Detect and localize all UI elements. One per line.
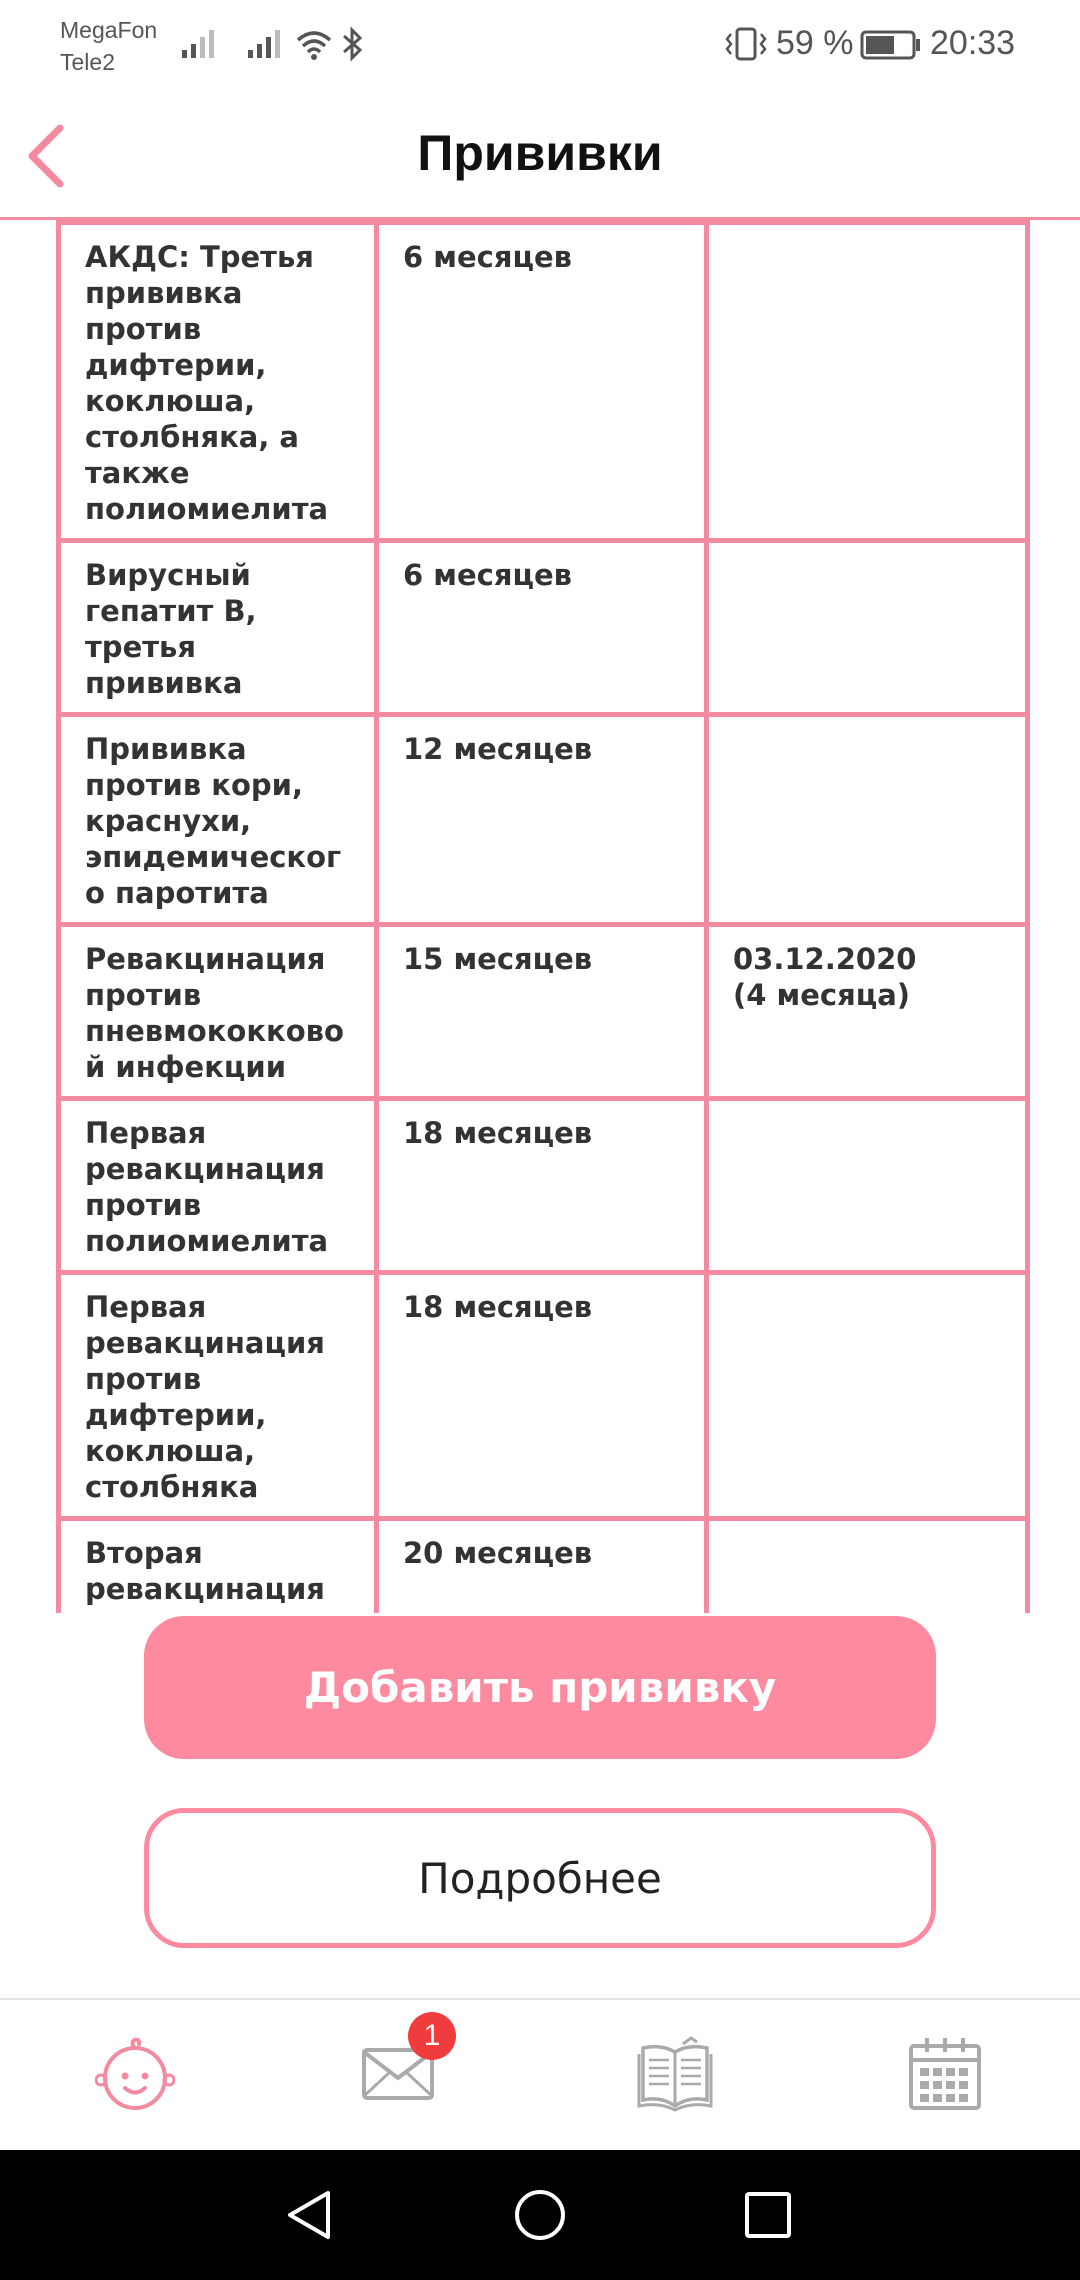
vaccine-name-cell: Вторая ревакцинация	[59, 1519, 377, 1614]
battery-percent: 59 %	[776, 24, 854, 62]
date-age-note: (4 месяца)	[733, 978, 911, 1012]
table-row[interactable]	[59, 1099, 1028, 1273]
battery-icon	[860, 30, 922, 60]
vaccination-table	[56, 220, 1030, 1613]
book-icon	[635, 2036, 715, 2112]
signal-icon	[246, 28, 286, 60]
tab-child[interactable]	[85, 2024, 185, 2124]
table-row[interactable]	[59, 925, 1028, 1099]
age-cell: 15 месяцев	[377, 925, 707, 1099]
vaccination-table-scroll[interactable]	[0, 220, 1080, 1613]
add-vaccination-button[interactable]: Добавить прививку	[144, 1616, 936, 1759]
carrier-1: MegaFon	[60, 17, 158, 43]
date-cell	[707, 925, 1028, 1099]
square-recents-icon	[740, 2187, 796, 2243]
table-row[interactable]	[59, 541, 1028, 715]
table-row[interactable]	[59, 1273, 1028, 1519]
age-cell: 6 месяцев	[377, 541, 707, 715]
date-cell	[707, 1519, 1028, 1614]
tab-messages[interactable]	[348, 2019, 448, 2124]
vaccine-name-cell: Первая ревакцинация против полиомиелита	[59, 1099, 377, 1273]
carrier-2: Tele2	[60, 49, 115, 75]
date-cell	[707, 715, 1028, 925]
age-cell: 18 месяцев	[377, 1099, 707, 1273]
clock: 20:33	[930, 24, 1016, 62]
age-cell: 18 месяцев	[377, 1273, 707, 1519]
triangle-back-icon	[282, 2187, 338, 2243]
more-details-button[interactable]: Подробнее	[144, 1808, 936, 1948]
age-cell: 20 месяцев	[377, 1519, 707, 1614]
date-value: 03.12.2020	[733, 942, 917, 976]
calendar-icon	[907, 2036, 983, 2112]
date-cell	[707, 1273, 1028, 1519]
nav-back-button[interactable]	[275, 2180, 345, 2250]
vibrate-icon	[724, 26, 768, 62]
nav-recents-button[interactable]	[733, 2180, 803, 2250]
vaccine-name-cell: Первая ревакцинация против дифтерии, коклюша, столбняка	[59, 1273, 377, 1519]
age-cell: 12 месяцев	[377, 715, 707, 925]
bluetooth-icon	[338, 26, 368, 62]
system-nav-bar	[0, 2150, 1080, 2280]
wifi-icon	[294, 28, 334, 60]
tab-articles[interactable]	[625, 2024, 725, 2124]
table-row[interactable]	[59, 1519, 1028, 1614]
page-title: Прививки	[417, 125, 663, 181]
vaccine-name-cell: Ревакцинация против пневмококковой инфекции	[59, 925, 377, 1099]
date-cell	[707, 223, 1028, 541]
signal-icon	[180, 28, 220, 60]
age-cell: 6 месяцев	[377, 223, 707, 541]
unread-badge: 1	[408, 2012, 456, 2060]
tab-calendar[interactable]	[895, 2024, 995, 2124]
baby-face-icon	[95, 2034, 175, 2114]
carrier-names	[60, 14, 157, 78]
nav-home-button[interactable]	[505, 2180, 575, 2250]
date-cell	[707, 1099, 1028, 1273]
table-row[interactable]	[59, 223, 1028, 541]
date-cell	[707, 541, 1028, 715]
circle-home-icon	[512, 2187, 568, 2243]
vaccine-name-cell: Вирусный гепатит В, третья прививка	[59, 541, 377, 715]
app-header	[0, 90, 1080, 220]
table-row[interactable]	[59, 715, 1028, 925]
vaccine-name-cell: Прививка против кори, краснухи, эпидемического паротита	[59, 715, 377, 925]
status-bar	[0, 0, 1080, 90]
bottom-tab-bar	[0, 1998, 1080, 2150]
vaccine-name-cell: АКДС: Третья прививка против дифтерии, коклюша, столбняка, а также полиомиелита	[59, 223, 377, 541]
